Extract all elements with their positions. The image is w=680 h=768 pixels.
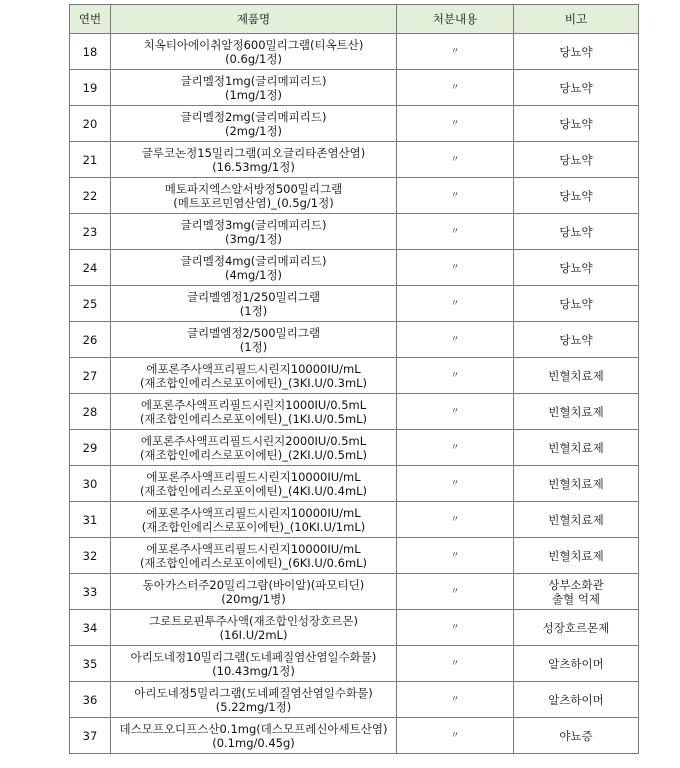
cell-disposition: 〃 [397,250,514,286]
remarks-line: 빈혈치료제 [548,512,604,527]
table-row [70,358,639,394]
cell-number: 21 [70,142,111,178]
cell-remarks [514,214,639,250]
remarks-line: 당뇨약 [559,224,593,239]
cell-number: 32 [70,538,111,574]
product-name-line: 그로트로핀투주사액(재조합인성장호르몬) [149,613,358,628]
cell-disposition: 〃 [397,178,514,214]
cell-product-name [111,70,397,106]
cell-product-name [111,178,397,214]
cell-number: 36 [70,682,111,718]
product-name-line: (16I.U/2mL) [219,627,288,642]
cell-number: 33 [70,574,111,610]
cell-number: 27 [70,358,111,394]
cell-product-name [111,394,397,430]
cell-product-name [111,682,397,718]
product-name-line: 글리멜엠정1/250밀리그램 [186,289,321,304]
cell-disposition: 〃 [397,286,514,322]
product-name-line: (재조합인에리스로포이에틴)_(1KI.U/0.5mL) [139,411,368,426]
table-row [70,34,639,70]
cell-remarks [514,178,639,214]
table-row [70,718,639,754]
table-row [70,106,639,142]
table-row [70,430,639,466]
cell-remarks [514,34,639,70]
header-number: 연번 [70,5,111,34]
product-name-line: (1mg/1정) [224,87,283,102]
cell-disposition: 〃 [397,430,514,466]
product-name-line: 아리도네정10밀리그램(도네페질염산염일수화물) [130,649,377,664]
cell-remarks [514,70,639,106]
product-name-line: 에포론주사액프리필드시린지10000IU/mL [146,505,361,520]
table-row [70,142,639,178]
table-body [70,34,639,754]
cell-number: 28 [70,394,111,430]
product-name-line: (10.43mg/1정) [212,663,295,678]
cell-product-name [111,214,397,250]
cell-number: 34 [70,610,111,646]
cell-disposition: 〃 [397,358,514,394]
header-remarks: 비고 [514,5,639,34]
product-name-line: 글리멜정4mg(글리메피리드) [180,253,327,268]
table-row [70,178,639,214]
cell-remarks [514,718,639,754]
cell-number: 18 [70,34,111,70]
product-name-line: (재조합인에리스로포이에틴)_(2KI.U/0.5mL) [139,447,368,462]
cell-disposition: 〃 [397,466,514,502]
cell-remarks [514,106,639,142]
product-name-line: 메토파지엑스알서방정500밀리그램 [164,181,343,196]
cell-product-name [111,250,397,286]
cell-remarks [514,322,639,358]
table-row [70,502,639,538]
remarks-line: 알츠하이머 [548,656,604,671]
cell-remarks [514,646,639,682]
remarks-line: 당뇨약 [559,332,593,347]
cell-disposition: 〃 [397,142,514,178]
cell-number: 24 [70,250,111,286]
product-name-line: 에포론주사액프리필드시린지1000IU/0.5mL [140,397,367,412]
remarks-line: 빈혈치료제 [548,476,604,491]
remarks-line: 당뇨약 [559,80,593,95]
product-name-line: 글리멜엠정2/500밀리그램 [186,325,321,340]
cell-disposition: 〃 [397,34,514,70]
cell-disposition: 〃 [397,106,514,142]
remarks-line: 빈혈치료제 [548,404,604,419]
table-row [70,322,639,358]
cell-number: 35 [70,646,111,682]
table-row [70,286,639,322]
table-row [70,466,639,502]
cell-disposition: 〃 [397,538,514,574]
cell-number: 23 [70,214,111,250]
product-name-line: (재조합인에리스로포이에틴)_(4KI.U/0.4mL) [139,483,368,498]
remarks-line: 당뇨약 [559,260,593,275]
product-name-line: (재조합인에리스로포이에틴)_(3KI.U/0.3mL) [139,375,368,390]
product-name-line: (재조합인에리스로포이에틴)_(10KI.U/1mL) [141,519,366,534]
cell-disposition: 〃 [397,682,514,718]
cell-remarks [514,466,639,502]
product-name-line: (3mg/1정) [224,231,283,246]
remarks-line: 당뇨약 [559,152,593,167]
cell-remarks [514,358,639,394]
table-header-row [70,5,639,34]
product-name-line: (0.6g/1정) [225,51,282,66]
remarks-line: 빈혈치료제 [548,368,604,383]
cell-remarks [514,142,639,178]
cell-number: 25 [70,286,111,322]
product-name-line: (메트포르민염산염)_(0.5g/1정) [173,195,334,210]
table-row [70,214,639,250]
cell-number: 26 [70,322,111,358]
cell-product-name [111,538,397,574]
cell-disposition: 〃 [397,574,514,610]
cell-remarks [514,250,639,286]
cell-product-name [111,466,397,502]
table-row [70,646,639,682]
cell-product-name [111,718,397,754]
remarks-line: 빈혈치료제 [548,440,604,455]
cell-product-name [111,142,397,178]
cell-number: 31 [70,502,111,538]
cell-product-name [111,322,397,358]
product-name-line: (16.53mg/1정) [212,159,295,174]
cell-disposition: 〃 [397,610,514,646]
cell-remarks [514,610,639,646]
cell-remarks [514,538,639,574]
product-name-line: 글리멜정1mg(글리메피리드) [180,73,327,88]
cell-product-name [111,646,397,682]
product-name-line: (4mg/1정) [224,267,283,282]
table-row [70,538,639,574]
product-name-line: 에포론주사액프리필드시린지10000IU/mL [146,541,361,556]
remarks-line: 당뇨약 [559,44,593,59]
cell-remarks [514,682,639,718]
cell-disposition: 〃 [397,718,514,754]
cell-remarks [514,286,639,322]
header-product-name: 제품명 [111,5,397,34]
product-name-line: 아리도네정5밀리그램(도네페질염산염일수화물) [134,685,373,700]
product-name-line: (0.1mg/0.45g) [212,735,295,750]
table-row [70,610,639,646]
cell-disposition: 〃 [397,394,514,430]
cell-number: 37 [70,718,111,754]
cell-product-name [111,610,397,646]
product-name-line: 에포론주사액프리필드시린지10000IU/mL [146,361,361,376]
product-name-line: 동아가스터주20밀리그람(바이알)(파모티딘) [142,577,365,592]
header-disposition: 처분내용 [397,5,514,34]
cell-disposition: 〃 [397,502,514,538]
cell-remarks [514,574,639,610]
table-row [70,574,639,610]
cell-remarks [514,430,639,466]
remarks-line: 야뇨증 [559,728,593,743]
product-name-line: 글리멜정3mg(글리메피리드) [180,217,327,232]
product-name-line: (2mg/1정) [224,123,283,138]
remarks-line: 빈혈치료제 [548,548,604,563]
cell-product-name [111,574,397,610]
product-name-line: (20mg/1병) [221,591,286,606]
product-name-line: 글루코논정15밀리그램(피오글리타존염산염) [141,145,366,160]
cell-product-name [111,106,397,142]
product-name-line: 치옥티아에이취알정600밀리그램(티옥트산) [143,37,364,52]
cell-remarks [514,394,639,430]
cell-product-name [111,502,397,538]
cell-disposition: 〃 [397,214,514,250]
product-name-line: 에포론주사액프리필드시린지2000IU/0.5mL [140,433,367,448]
cell-product-name [111,430,397,466]
cell-number: 20 [70,106,111,142]
cell-remarks [514,502,639,538]
cell-disposition: 〃 [397,322,514,358]
remarks-line: 당뇨약 [559,296,593,311]
drug-list-table [69,4,639,754]
product-name-line: (5.22mg/1정) [215,699,292,714]
product-name-line: 에포론주사액프리필드시린지10000IU/mL [146,469,361,484]
cell-number: 30 [70,466,111,502]
remarks-line: 알츠하이머 [548,692,604,707]
cell-disposition: 〃 [397,646,514,682]
cell-number: 19 [70,70,111,106]
cell-product-name [111,358,397,394]
table-row [70,250,639,286]
table-row [70,70,639,106]
table-row [70,682,639,718]
cell-product-name [111,286,397,322]
cell-number: 29 [70,430,111,466]
table-row [70,394,639,430]
remarks-line: 상부소화관 [548,577,604,592]
cell-number: 22 [70,178,111,214]
remarks-line: 당뇨약 [559,116,593,131]
remarks-line: 출혈 억제 [551,591,601,606]
remarks-line: 성장호르몬제 [542,620,610,635]
cell-product-name [111,34,397,70]
product-name-line: (1정) [239,303,268,318]
cell-disposition: 〃 [397,70,514,106]
product-name-line: 데스모프오디프스산0.1mg(데스모프레신아세트산염) [119,721,388,736]
product-name-line: (재조합인에리스로포이에틴)_(6KI.U/0.6mL) [139,555,368,570]
product-name-line: (1정) [239,339,268,354]
product-name-line: 글리멜정2mg(글리메피리드) [180,109,327,124]
remarks-line: 당뇨약 [559,188,593,203]
